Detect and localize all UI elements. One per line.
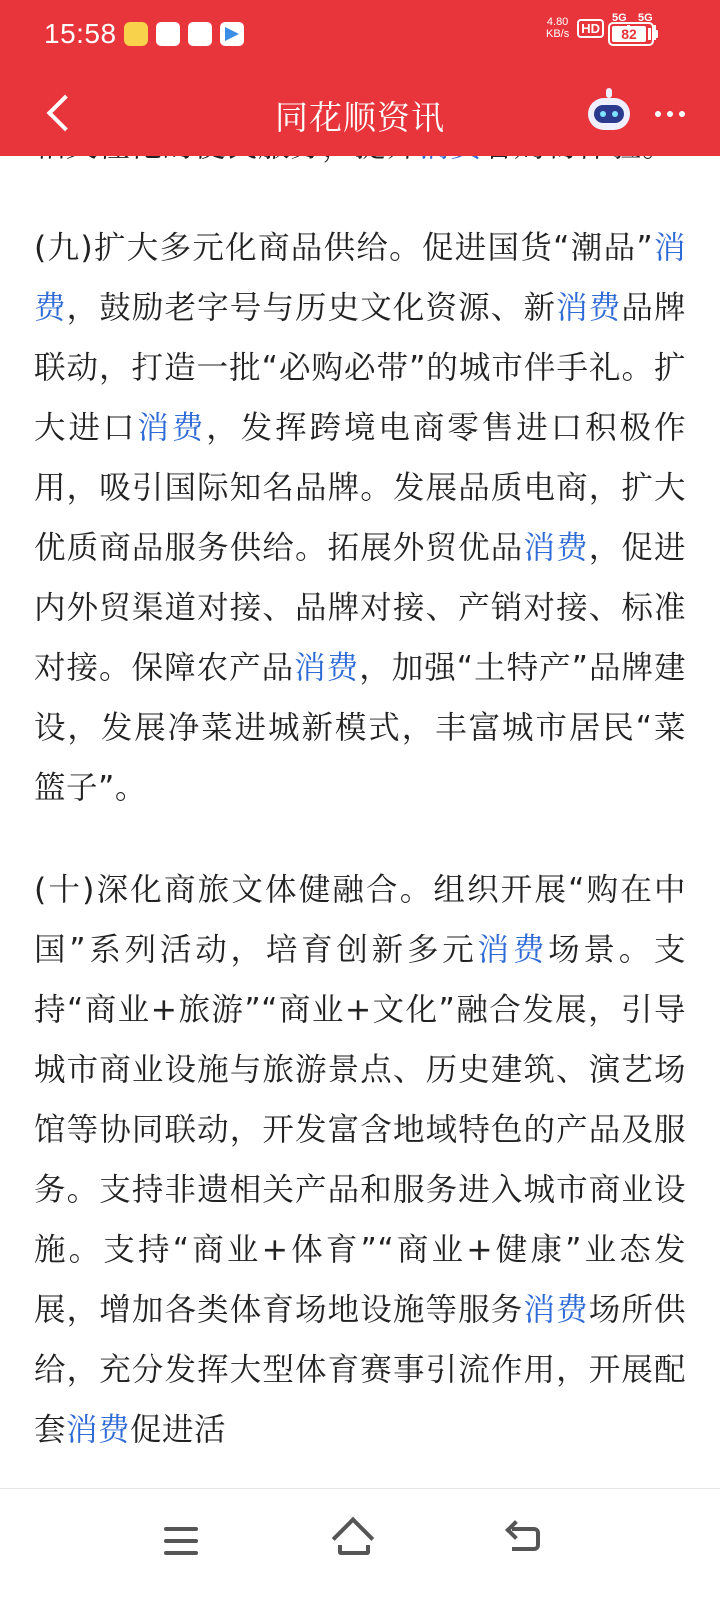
more-dots-icon xyxy=(655,111,661,117)
paragraph-text: 促进活 xyxy=(130,1412,227,1448)
article-paragraph xyxy=(0,218,720,818)
keyword-link[interactable]: 消费 xyxy=(523,1292,589,1328)
sim1-label: 5G xyxy=(612,12,627,24)
keyword-link[interactable]: 消费 xyxy=(137,410,207,446)
system-navigation-bar xyxy=(0,1488,720,1601)
paragraph-text: 场景。支持“商业+旅游”“商业+文化”融合发展，引导城市商业设施与旅游景点、历史建筑、演艺场馆等协同联动，开发富含地域特色的产品及服务。支持非遗相关产品和服务进入城市商业设施。支持“商业+体育”“商业+健康”业态发展，增加各类体育场地设施等服务 xyxy=(34,932,686,1328)
robot-icon xyxy=(588,98,630,130)
paragraph-text: ，鼓励老字号与历史文化资源、新 xyxy=(66,290,557,326)
keyword-link[interactable]: 消费 xyxy=(34,230,686,326)
hd-indicator: HD xyxy=(577,19,604,38)
app-header xyxy=(0,72,720,156)
back-icon[interactable] xyxy=(508,1523,544,1555)
keyword-link[interactable]: 消费 xyxy=(523,530,589,566)
assistant-button[interactable] xyxy=(580,86,640,142)
home-icon[interactable] xyxy=(334,1519,374,1559)
sim2-label: 5G xyxy=(638,12,653,24)
keyword-link[interactable]: 消费 xyxy=(294,650,360,686)
network-speed-unit: KB/s xyxy=(545,28,570,40)
keyword-link[interactable]: 消费 xyxy=(66,1412,131,1448)
menu-icon[interactable] xyxy=(164,1527,198,1557)
tonghuashun-icon xyxy=(156,22,180,46)
network-speed xyxy=(546,16,569,40)
paragraph-text: ，加强“土特产”品牌建设，发展净菜进城新模式，丰富城市居民“菜篮子”。 xyxy=(34,650,686,806)
network-speed-value: 4.80 xyxy=(546,16,569,28)
paragraph-text: 品牌联动，打造一批“必购必带”的城市伴手礼。扩大进口 xyxy=(34,290,686,446)
paragraph-text: 场所供给，充分发挥大型体育赛事引流作用，开展配套 xyxy=(34,1292,686,1448)
paragraph-text: (十)深化商旅文体健融合。组织开展“购在中国”系列活动，培育创新多元 xyxy=(34,872,686,968)
more-button[interactable] xyxy=(650,94,690,134)
status-bar xyxy=(0,0,720,72)
feather-icon xyxy=(188,22,212,46)
send-icon xyxy=(220,22,244,46)
keyword-link[interactable]: 消费 xyxy=(556,290,622,326)
weibo-icon xyxy=(124,22,148,46)
battery-icon xyxy=(608,22,654,46)
page-title: 同花顺资讯 xyxy=(275,98,445,137)
paragraph-text: ，发挥跨境电商零售进口积极作用，吸引国际知名品牌。发展品质电商，扩大优质商品服务供给。拓展外贸优品 xyxy=(34,410,686,566)
keyword-link[interactable]: 消费 xyxy=(477,932,549,968)
notification-icons xyxy=(124,22,244,46)
paragraph-text: (九)扩大多元化商品供给。促进国货“潮品” xyxy=(34,230,654,266)
status-time: 15:58 xyxy=(44,18,117,49)
article-paragraph xyxy=(0,860,720,1460)
battery-level: 82 xyxy=(612,26,646,42)
article-body[interactable] xyxy=(0,126,720,1488)
paragraph-text: ，促进内外贸渠道对接、品牌对接、产销对接、标准对接。保障农产品 xyxy=(34,530,686,686)
